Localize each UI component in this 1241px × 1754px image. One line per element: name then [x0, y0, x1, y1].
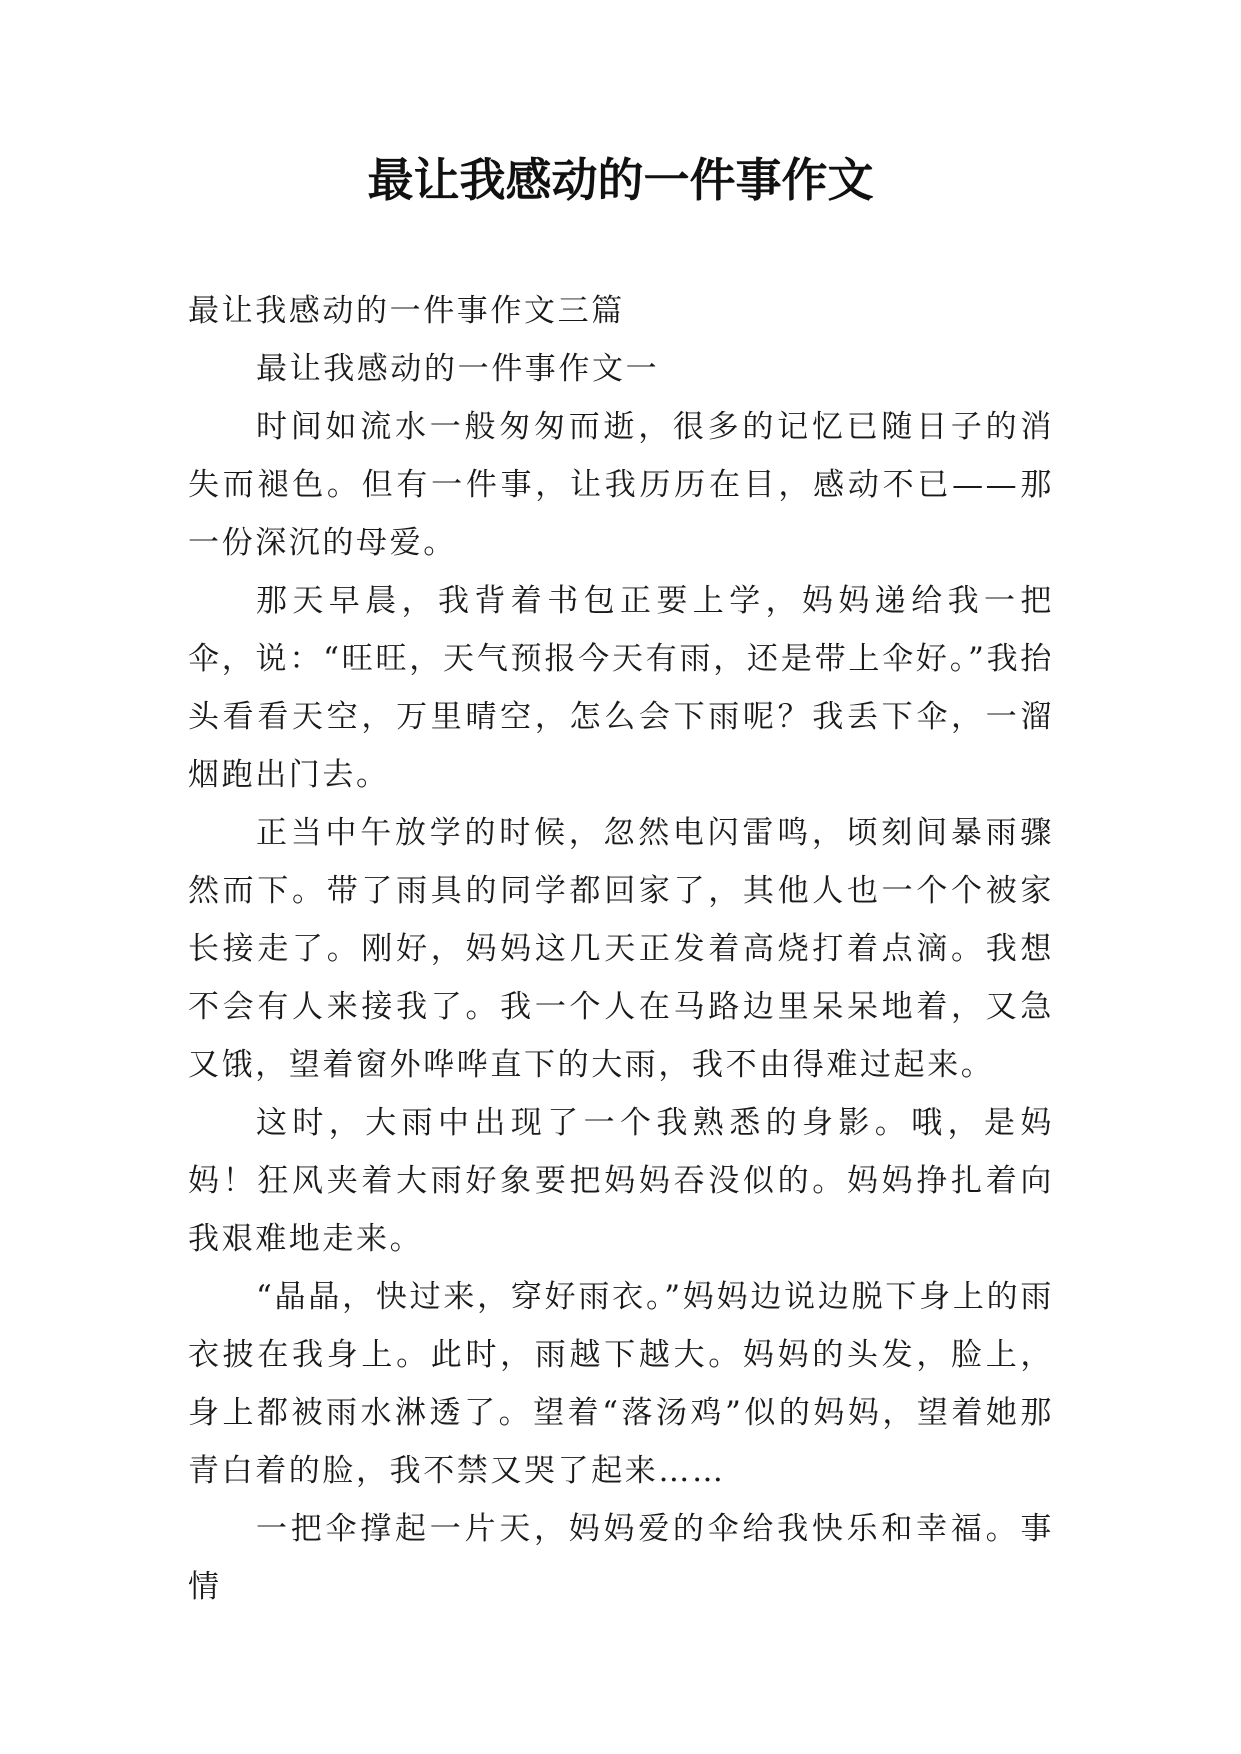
paragraph: 时间如流水一般匆匆而逝，很多的记忆已随日子的消失而褪色。但有一件事，让我历历在目，感动不已——那一份深沉的母爱。 — [188, 409, 1054, 561]
document-subtitle: 最让我感动的一件事作文三篇 — [188, 293, 625, 329]
paragraph: 一把伞撑起一片天，妈妈爱的伞给我快乐和幸福。事情 — [188, 1511, 1054, 1605]
section-heading: 最让我感动的一件事作文一 — [256, 351, 660, 387]
paragraph: 这时，大雨中出现了一个我熟悉的身影。哦，是妈妈！狂风夹着大雨好象要把妈妈吞没似的。妈妈挣扎着向我艰难地走来。 — [188, 1105, 1054, 1257]
paragraph: “晶晶，快过来，穿好雨衣。”妈妈边说边脱下身上的雨衣披在我身上。此时，雨越下越大。妈妈的头发，脸上，身上都被雨水淋透了。望着“落汤鸡”似的妈妈，望着她那青白着的脸，我不禁又哭了起来…… — [188, 1279, 1054, 1489]
document-body — [188, 282, 1054, 1616]
paragraph: 正当中午放学的时候，忽然电闪雷鸣，顷刻间暴雨骤然而下。带了雨具的同学都回家了，其他人也一个个被家长接走了。刚好，妈妈这几天正发着高烧打着点滴。我想不会有人来接我了。我一个人在马路边里呆呆地着，又急又饿，望着窗外哗哗直下的大雨，我不由得难过起来。 — [188, 815, 1054, 1083]
paragraph: 那天早晨，我背着书包正要上学，妈妈递给我一把伞，说：“旺旺，天气预报今天有雨，还是带上伞好。”我抬头看看天空，万里晴空，怎么会下雨呢？我丢下伞，一溜烟跑出门去。 — [188, 583, 1054, 793]
document-title: 最让我感动的一件事作文 — [367, 153, 874, 207]
